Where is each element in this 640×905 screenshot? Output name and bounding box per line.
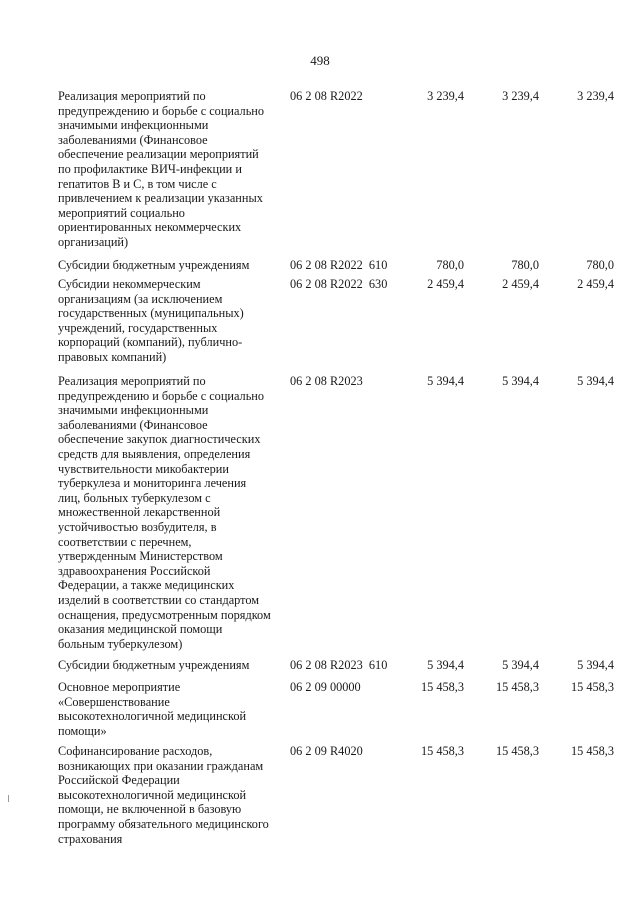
row-value-2: 3 239,4 xyxy=(502,89,539,103)
row-value-3: 5 394,4 xyxy=(577,374,614,388)
table-row xyxy=(0,89,640,258)
row-value-3: 3 239,4 xyxy=(577,89,614,103)
row-code: 06 2 09 R4020 xyxy=(290,744,363,758)
row-code: 06 2 08 R2022 xyxy=(290,89,363,103)
row-value-2: 5 394,4 xyxy=(502,658,539,672)
row-value-3: 2 459,4 xyxy=(577,277,614,291)
row-description: Софинансирование расходов, возникающих при оказании гражданам Российской Федерации высокотехнологичной медицинской помощи, не включенной в базовую программу обязательного медицинского страхования xyxy=(58,744,269,846)
row-value-1: 5 394,4 xyxy=(427,658,464,672)
row-value-3: 5 394,4 xyxy=(577,658,614,672)
scan-margin-mark xyxy=(8,795,9,802)
budget-table xyxy=(0,89,640,854)
row-description: Субсидии бюджетным учреждениям xyxy=(58,258,250,272)
row-description: Реализация мероприятий по предупреждению и борьбе с социально значимыми инфекционными заболеваниями (Финансовое обеспечение реализации мероприятий по профилактике ВИЧ-инфекции и гепатитов B и C, в том числе с привлечением к реализации указанных мероприятий социально ориентированных некоммерческих организаций) xyxy=(58,89,265,249)
table-row xyxy=(0,744,640,854)
row-value-1: 2 459,4 xyxy=(427,277,464,291)
row-value-3: 780,0 xyxy=(586,258,614,272)
row-description: Реализация мероприятий по предупреждению и борьбе с социально значимыми инфекционными заболеваниями (Финансовое обеспечение закупок диагностических средств для выявления, определения чувствительности микобактерии туберкулеза и мониторинга лечения лиц, больных туберкулезом с множественной лекарственной устойчивостью возбудителя, в соответствии с перечнем, утвержденным Министерством здравоохранения Российской Федерации, а также медицинских изделий в соответствии со стандартом оснащения, предусмотренным порядком оказания медицинской помощи больным туберкулезом) xyxy=(58,374,271,651)
row-value-3: 15 458,3 xyxy=(570,680,614,694)
row-code: 06 2 08 R2022 630 xyxy=(290,277,388,291)
table-row xyxy=(0,258,640,277)
row-description: Основное мероприятие «Совершенствование высокотехнологичной медицинской помощи» xyxy=(58,680,247,738)
row-value-1: 15 458,3 xyxy=(420,680,464,694)
row-value-2: 15 458,3 xyxy=(495,744,539,758)
table-row xyxy=(0,277,640,374)
row-value-2: 2 459,4 xyxy=(502,277,539,291)
row-value-1: 780,0 xyxy=(436,258,464,272)
table-row xyxy=(0,680,640,744)
page-number: 498 xyxy=(310,53,330,68)
row-value-1: 15 458,3 xyxy=(420,744,464,758)
row-description: Субсидии некоммерческим организациям (за исключением государственных (муниципальных) учреждений, государственных корпораций (компаний), публично- правовых компаний) xyxy=(58,277,244,364)
row-value-1: 3 239,4 xyxy=(427,89,464,103)
row-value-3: 15 458,3 xyxy=(570,744,614,758)
table-row xyxy=(0,374,640,658)
row-value-2: 15 458,3 xyxy=(495,680,539,694)
row-code: 06 2 08 R2023 xyxy=(290,374,363,388)
row-code: 06 2 08 R2023 610 xyxy=(290,658,388,672)
row-code: 06 2 08 R2022 610 xyxy=(290,258,388,272)
row-code: 06 2 09 00000 xyxy=(290,680,361,694)
row-description: Субсидии бюджетным учреждениям xyxy=(58,658,250,672)
table-row xyxy=(0,658,640,680)
row-value-2: 5 394,4 xyxy=(502,374,539,388)
row-value-1: 5 394,4 xyxy=(427,374,464,388)
row-value-2: 780,0 xyxy=(511,258,539,272)
